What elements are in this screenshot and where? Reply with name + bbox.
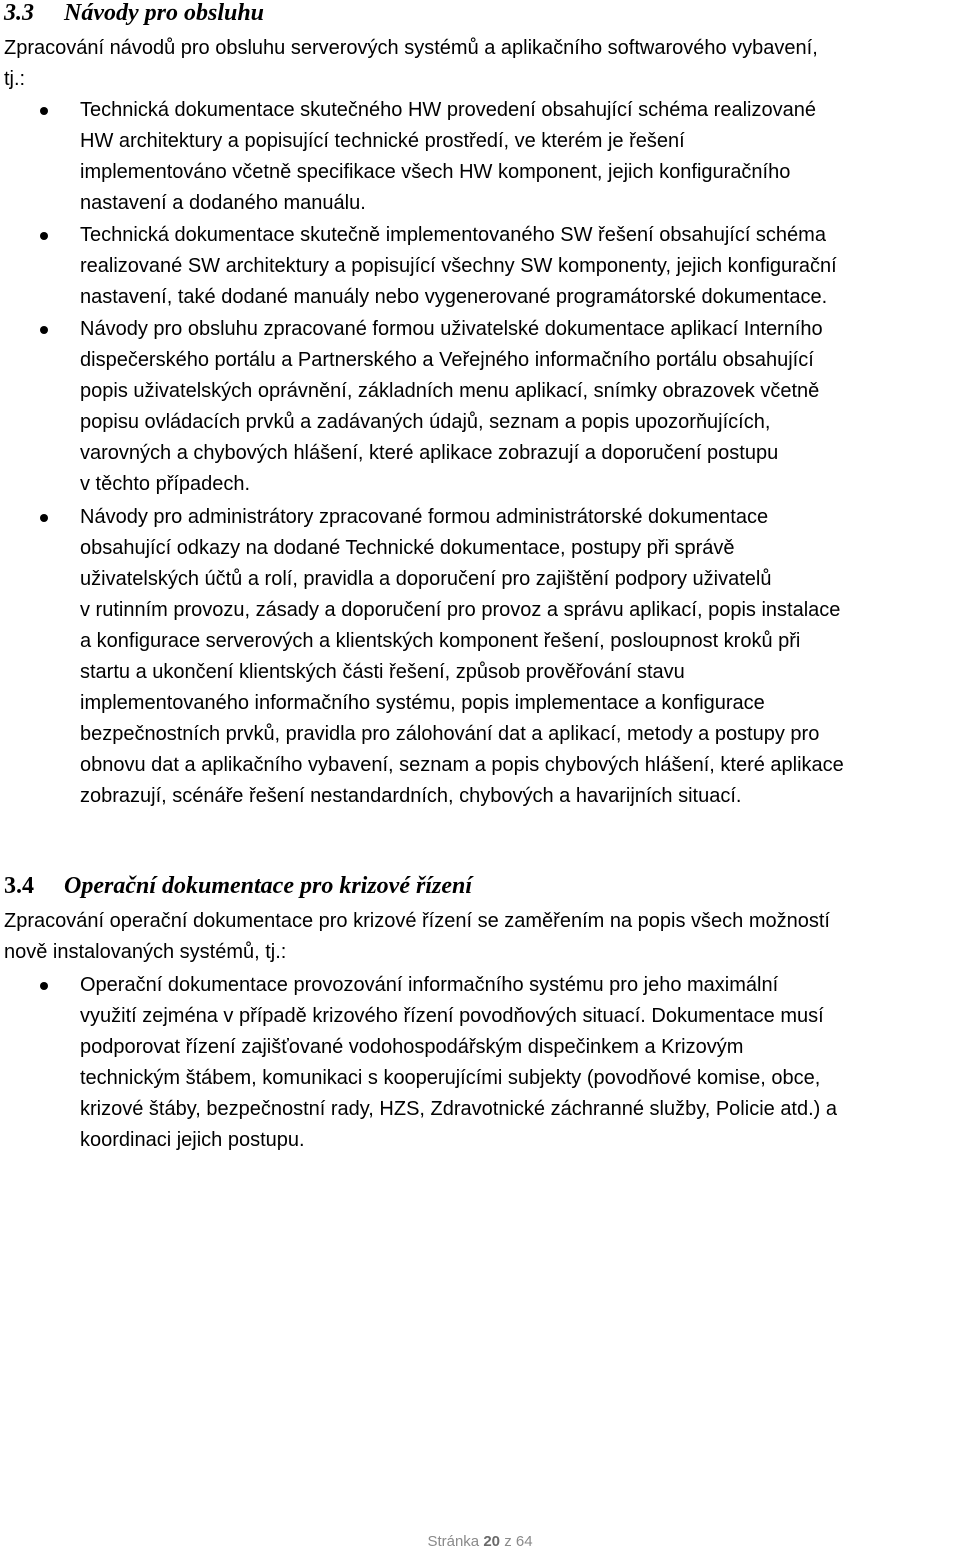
item-line: technickým štábem, komunikaci s kooperujícími subjekty (povodňové komise, obce,	[80, 1067, 821, 1089]
item-line: varovných a chybových hlášení, které aplikace zobrazují a doporučení postupu	[80, 442, 779, 464]
section-intro	[4, 906, 830, 968]
intro-line: tj.:	[4, 68, 26, 90]
item-line: v rutinním provozu, zásady a doporučení pro provoz a správu aplikací, popis instalace	[80, 599, 841, 621]
item-line: Operační dokumentace provozování informačního systému pro jeho maximální	[80, 974, 779, 996]
section-number: 3.3	[4, 0, 34, 26]
item-line: zobrazují, scénáře řešení nestandardních, chybových a havarijních situací.	[80, 785, 742, 807]
item-line: uživatelských účtů a rolí, pravidla a doporučení pro zajištění podpory uživatelů	[80, 568, 772, 590]
section-number: 3.4	[4, 873, 34, 899]
item-line: popisu ovládacích prvků a zadávaných údajů, seznam a popis upozorňujících,	[80, 411, 771, 433]
item-line: v těchto případech.	[80, 473, 251, 495]
item-line: koordinaci jejich postupu.	[80, 1129, 305, 1151]
item-line: HW architektury a popisující technické prostředí, ve kterém je řešení	[80, 130, 685, 152]
item-line: krizové štáby, bezpečnostní rady, HZS, Zdravotnické záchranné služby, Policie atd.) a	[80, 1098, 838, 1120]
item-line: obnovu dat a aplikačního vybavení, seznam a popis chybových hlášení, které aplikace	[80, 754, 844, 776]
bullet-icon	[40, 326, 48, 334]
item-line: Návody pro obsluhu zpracované formou uživatelské dokumentace aplikací Interního	[80, 318, 823, 340]
intro-line: nově instalovaných systémů, tj.:	[4, 941, 287, 963]
item-line: implementováno včetně specifikace všech HW komponent, jejich konfiguračního	[80, 161, 791, 183]
section-title: Operační dokumentace pro krizové řízení	[64, 873, 472, 899]
item-line: realizované SW architektury a popisující všechny SW komponenty, jejich konfigurační	[80, 255, 837, 277]
bullet-icon	[40, 514, 48, 522]
item-line: Technická dokumentace skutečného HW provedení obsahující schéma realizované	[80, 99, 816, 121]
item-line: implementovaného informačního systému, popis implementace a konfigurace	[80, 692, 765, 714]
section-intro	[4, 33, 818, 95]
item-line: podporovat řízení zajišťované vodohospodářským dispečinkem a Krizovým	[80, 1036, 744, 1058]
bullet-icon	[40, 107, 48, 115]
item-line: bezpečnostních prvků, pravidla pro zálohování dat a aplikací, metody a postupy pro	[80, 723, 820, 745]
intro-line: Zpracování návodů pro obsluhu serverových systémů a aplikačního softwarového vybavení,	[4, 37, 818, 59]
bullet-icon	[40, 982, 48, 990]
section-heading-3-4	[4, 873, 472, 899]
intro-line: Zpracování operační dokumentace pro krizové řízení se zaměřením na popis všech možností	[4, 910, 830, 932]
item-line: obsahující odkazy na dodané Technické dokumentace, postupy při správě	[80, 537, 735, 559]
item-line: nastavení, také dodané manuály nebo vygenerované programátorské dokumentace.	[80, 286, 828, 308]
total-pages: 64	[515, 1533, 533, 1550]
item-line: Technická dokumentace skutečně implementovaného SW řešení obsahující schéma	[80, 224, 826, 246]
section-heading-3-3	[4, 0, 264, 26]
item-line: využití zejména v případě krizového řízení povodňových situací. Dokumentace musí	[80, 1005, 824, 1027]
section-title: Návody pro obsluhu	[64, 0, 265, 26]
current-page-number: 20	[483, 1533, 501, 1550]
item-line: startu a ukončení klientských části řešení, způsob prověřování stavu	[80, 661, 685, 683]
item-line: nastavení a dodaného manuálu.	[80, 192, 366, 214]
item-line: popis uživatelských oprávnění, základních menu aplikací, snímky obrazovek včetně	[80, 380, 820, 402]
footer-label: Stránka	[427, 1533, 480, 1550]
page-footer	[0, 1533, 960, 1550]
footer-separator: z	[504, 1533, 512, 1550]
item-line: Návody pro administrátory zpracované formou administrátorské dokumentace	[80, 506, 769, 528]
item-line: a konfigurace serverových a klientských komponent řešení, posloupnost kroků při	[80, 630, 801, 652]
item-line: dispečerského portálu a Partnerského a Veřejného informačního portálu obsahující	[80, 349, 814, 371]
bullet-icon	[40, 232, 48, 240]
